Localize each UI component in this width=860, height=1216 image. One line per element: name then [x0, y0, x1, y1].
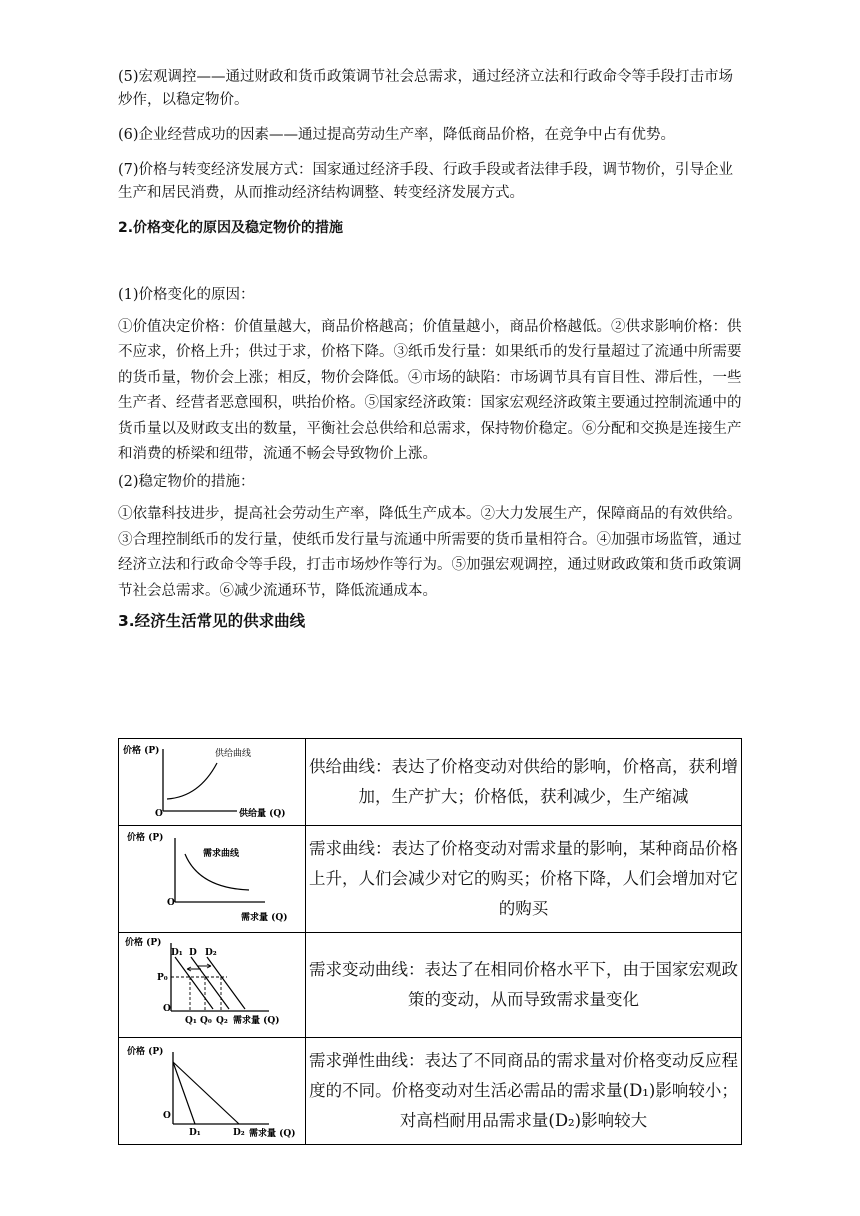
q0-label: Q₀	[200, 1016, 212, 1026]
section-3-heading: 3.经济生活常见的供求曲线	[118, 612, 306, 631]
measures-text: ①依靠科技进步，提高社会劳动生产率，降低生产成本。②大力发展生产，保障商品的有效供给。③合理控制纸币的发行量，使纸币发行量与流通中所需要的货币量相符合。④加强市场监管，通过经济立法和行政命令等手段，打击市场炒作等行为。⑤加强宏观调控，通过财政政策和货币政策调节社会总需求。⑥减少流通环节，降低流通成本。	[118, 506, 742, 599]
d2-line	[207, 957, 245, 1009]
demand-curve-line	[185, 854, 249, 890]
d1-label: D₁	[189, 1128, 201, 1138]
demand-elasticity-figure	[119, 1038, 306, 1145]
d1-line	[173, 1062, 195, 1124]
d-line	[191, 957, 229, 1009]
measures-title: (2)稳定物价的措施：	[118, 474, 255, 491]
q1-label: Q₁	[185, 1016, 197, 1026]
paragraph-price-development-mode: (7)价格与转变经济发展方式：国家通过经济手段、行政手段或者法律手段，调节物价，引导企业生产和居民消费，从而推动经济结构调整、转变经济发展方式。	[118, 162, 734, 201]
supply-curve-description: 供给曲线：表达了价格变动对供给的影响，价格高，获利增加，生产扩大；价格低，获利减少，生产缩减	[306, 739, 742, 826]
supply-curve-line	[167, 763, 217, 799]
y-axis-label: 价格 (P)	[123, 746, 160, 756]
q2-label: Q₂	[216, 1016, 228, 1026]
y-axis-label: 价格 (P)	[127, 1047, 164, 1057]
demand-curve-figure	[119, 826, 306, 933]
curve-label: 供给曲线	[215, 749, 252, 759]
supply-curve-figure	[119, 739, 306, 826]
origin-label: O	[167, 898, 175, 908]
d1-label: D₁	[171, 948, 183, 958]
table-row	[119, 933, 742, 1038]
causes-text: ①价值决定价格：价值量越大，商品价格越高；价值量越小，商品价格越低。②供求影响价格：供不应求，价格上升；供过于求，价格下降。③纸币发行量：如果纸币的发行量超过了流通中所需要的货币量，物价会上涨；相反，物价会降低。④市场的缺陷：市场调节具有盲目性、滞后性，一些生产者、经营者恶意囤积，哄抬价格。⑤国家经济政策：国家宏观经济政策主要通过控制流通中的货币量以及财政支出的数量，平衡社会总供给和总需求，保持物价稳定。⑥分配和交换是连接生产和消费的桥梁和纽带，流通不畅会导致物价上涨。	[118, 319, 742, 463]
spacer	[118, 239, 743, 284]
table-row	[119, 739, 742, 826]
p0-label: P₀	[157, 973, 168, 983]
d2-label: D₂	[233, 1128, 245, 1138]
table-row	[119, 826, 742, 933]
demand-shift-chart	[119, 933, 305, 1033]
x-axis-label: 需求量 (Q)	[241, 913, 288, 923]
d2-label: D₂	[205, 948, 217, 958]
table-row	[119, 1038, 742, 1145]
d-label: D	[189, 948, 197, 958]
paragraph-macro-control: (5)宏观调控——通过财政和货币政策调节社会总需求，通过经济立法和行政命令等手段打击市场炒作，以稳定物价。	[118, 69, 734, 108]
demand-shift-description: 需求变动曲线：表达了在相同价格水平下，由于国家宏观政策的变动，从而导致需求量变化	[306, 933, 742, 1038]
demand-shift-figure	[119, 933, 306, 1038]
paragraph-enterprise-success: (6)企业经营成功的因素——通过提高劳动生产率，降低商品价格，在竞争中占有优势。	[118, 127, 676, 143]
demand-elasticity-description: 需求弹性曲线：表达了不同商品的需求量对价格变动反应程度的不同。价格变动对生活必需品的需求量(D₁)影响较小；对高档耐用品需求量(D₂)影响较大	[306, 1038, 742, 1145]
curve-label: 需求曲线	[203, 849, 240, 859]
y-axis-label: 价格 (P)	[127, 833, 164, 843]
demand-elasticity-chart	[119, 1038, 305, 1140]
demand-curve-description: 需求曲线：表达了价格变动对需求量的影响，某种商品价格上升，人们会减少对它的购买；价格下降，人们会增加对它的购买	[306, 826, 742, 933]
d2-line	[173, 1062, 239, 1124]
document-body	[118, 66, 743, 632]
causes-title: (1)价格变化的原因：	[118, 287, 255, 303]
origin-label: O	[163, 1111, 171, 1121]
demand-curve-chart	[119, 826, 305, 928]
x-axis-label: 需求量 (Q)	[249, 1129, 296, 1139]
supply-curve-chart	[119, 739, 305, 821]
y-axis-label: 价格 (P)	[125, 938, 162, 948]
x-axis-label: 需求量 (Q)	[233, 1016, 280, 1026]
section-2-heading: 2.价格变化的原因及稳定物价的措施	[118, 220, 344, 236]
curves-table	[118, 738, 742, 1145]
d1-line	[175, 957, 213, 1009]
origin-label: O	[155, 809, 163, 819]
origin-label: O	[163, 1004, 171, 1014]
x-axis-label: 供给量 (Q)	[239, 809, 286, 819]
